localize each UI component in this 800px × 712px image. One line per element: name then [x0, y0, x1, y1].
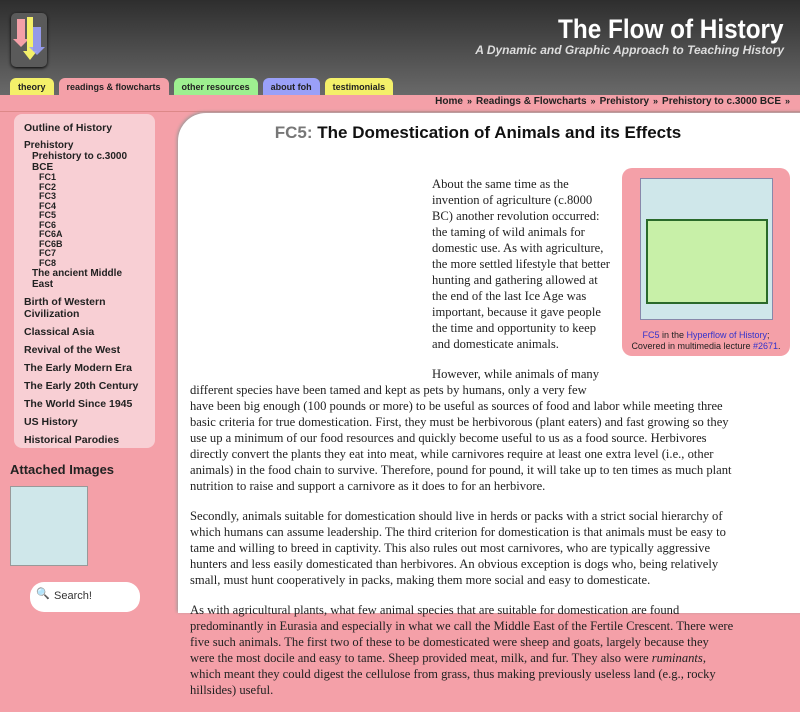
- sidebar-item-fc4[interactable]: FC4: [39, 200, 57, 211]
- tab-testimonials[interactable]: testimonials: [325, 78, 394, 97]
- figure-caption: FC5 in the Hyperflow of History; Covered in multimedia lecture #2671.: [631, 330, 781, 351]
- page-title: [178, 123, 778, 143]
- site-logo[interactable]: [11, 13, 47, 67]
- flowchart-code: FC5:: [274, 123, 313, 142]
- sidebar-item-middle-east[interactable]: The ancient Middle East: [32, 268, 123, 290]
- attached-image-thumbnail[interactable]: [10, 486, 88, 566]
- paragraph: About the same time as the invention of agriculture (c.8000 BC) another revolution occurred: the taming of wild animals for domestic use. As with agriculture, the more settled lifestyle that better hunting and gathering allowed at the end of the last Ice Age was important, because it gave people the time and opportunity to keep and domesticate animals.: [432, 177, 610, 351]
- sidebar-item-fc3[interactable]: FC3: [39, 191, 57, 201]
- title-text: The Domestication of Animals and its Effects: [317, 123, 682, 142]
- fc-list: [24, 173, 145, 268]
- sidebar-item-fc7[interactable]: FC7: [39, 248, 57, 258]
- flowchart-image[interactable]: [640, 178, 773, 320]
- sidebar-item-fc6[interactable]: FC6: [39, 219, 57, 230]
- sidebar-item-prehistory-3000[interactable]: Prehistory to c.3000 BCE: [32, 151, 128, 173]
- paragraph: Secondly, animals suitable for domestication should live in herds or packs with a strict social hierarchy of which humans can assume leadership. The third criterion for domestication is that animals must be easy to tame and willing to breed in captivity. This also rules out most carnivores, who are typically aggressive hunters and less easily domesticated than herbivores. An obvious exception is dogs who, being relatively small, must hunt cooperatively in packs, making them more social and easy to domesticate.: [190, 509, 726, 587]
- breadcrumb-separator: »: [466, 96, 472, 106]
- lecture-link[interactable]: #2671: [753, 341, 779, 351]
- paragraph: As with agricultural plants, what few animal species that are suitable for domestication are found predominantly in Eurasia and especially in what we call the Middle East of the Fertile Crescent. There were five such animals. The first two of these to be domesticated were sheep and goats, largely because they were the most docile and easy to tame. Sheep provided meat, milk, and fur. They also were ruminants, which meant they could digest the cellulose from grass, thus making previously useless land (e.g., rocky hillsides) useful.: [190, 603, 734, 697]
- fc5-link[interactable]: FC5: [642, 330, 660, 340]
- breadcrumb-separator: »: [784, 96, 790, 106]
- paragraph: However, while animals of many different species have been tamed and kept as pets by humans, only a very few have been big enough (100 pounds or more) to be useful as sources of food and labor while meeting three basic criteria for true domestication. First, they must be herbivorous (plant eaters) and fast growing so they use up a minimum of our food resources and quickly become useful to us as a food source. Herbivores directly convert the plants they eat into meat, while carnivores require at least one extra level (i.e., other animals) in the food chain to survive. Therefore, pound for pound, it will take up to ten times as much plant nutrition to raise and support a carnivore as it does to for an herbivore.: [190, 367, 732, 493]
- sidebar-item-section[interactable]: The World Since 1945: [24, 398, 133, 410]
- magnifier-icon: 🔍: [36, 588, 50, 600]
- breadcrumb-item[interactable]: Readings & Flowcharts: [475, 96, 587, 107]
- breadcrumb: [435, 96, 794, 107]
- site-title: The Flow of History: [558, 14, 784, 44]
- sidebar-item-fc8[interactable]: FC8: [39, 257, 57, 268]
- tab-theory[interactable]: theory: [10, 78, 54, 97]
- tab-about-foh[interactable]: about foh: [263, 78, 320, 97]
- attached-images-title: Attached Images: [10, 462, 115, 477]
- sidebar-item-section[interactable]: The Early Modern Era: [24, 362, 132, 374]
- sidebar-item-section[interactable]: Birth of Western Civilization: [24, 296, 106, 320]
- sidebar-item-section[interactable]: Historical Parodies: [24, 434, 120, 446]
- breadcrumb-separator: »: [590, 96, 596, 106]
- sidebar-item-outline[interactable]: Outline of History: [24, 122, 113, 134]
- breadcrumb-item[interactable]: Home: [435, 96, 463, 107]
- search-button[interactable]: [30, 582, 140, 612]
- breadcrumb-bar: [0, 95, 800, 112]
- sidebar-item-fc1[interactable]: FC1: [39, 172, 57, 182]
- breadcrumb-separator: »: [653, 96, 659, 106]
- sidebar-item-section[interactable]: The Early 20th Century: [24, 380, 139, 392]
- flowchart-figure: [622, 168, 790, 356]
- search-label: Search!: [54, 590, 92, 602]
- breadcrumb-item[interactable]: Prehistory to c.3000 BCE: [662, 96, 781, 107]
- sidebar-item-section[interactable]: US History: [24, 416, 78, 428]
- sidebar-item-fc2[interactable]: FC2: [39, 181, 57, 192]
- sidebar-item-section[interactable]: Revival of the West: [24, 344, 121, 356]
- sidebar-sections: [24, 296, 145, 446]
- sidebar: [14, 114, 155, 448]
- breadcrumb-item[interactable]: Prehistory: [599, 96, 650, 107]
- tab-other-resources[interactable]: other resources: [174, 78, 258, 97]
- sidebar-item-section[interactable]: Classical Asia: [24, 326, 95, 338]
- sidebar-item-prehistory[interactable]: Prehistory: [24, 140, 74, 151]
- hyperflow-link[interactable]: Hyperflow of History: [686, 330, 768, 340]
- sidebar-item-fc6a[interactable]: FC6A: [39, 229, 63, 239]
- tab-readings-flowcharts[interactable]: readings & flowcharts: [59, 78, 169, 97]
- site-subtitle: A Dynamic and Graphic Approach to Teaching History: [475, 43, 784, 57]
- sidebar-item-fc6b[interactable]: FC6B: [39, 238, 63, 249]
- sidebar-item-fc5[interactable]: FC5: [39, 210, 57, 220]
